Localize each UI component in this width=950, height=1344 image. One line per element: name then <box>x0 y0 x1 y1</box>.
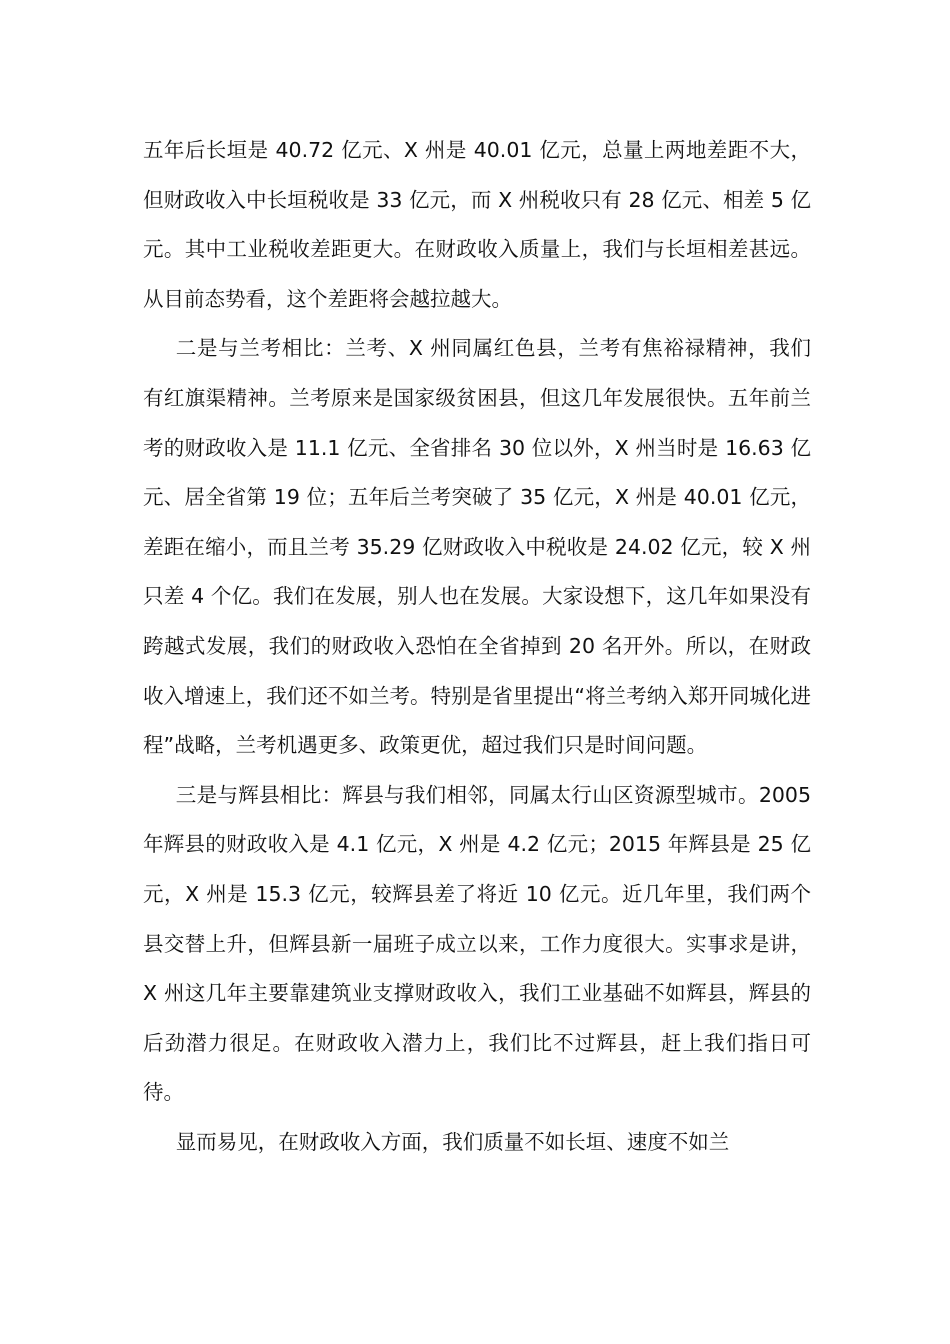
paragraph-lankao-comparison: 二是与兰考相比：兰考、X 州同属红色县，兰考有焦裕禄精神，我们有红旗渠精神。兰考原来是国家级贫困县，但这几年发展很快。五年前兰考的财政收入是 11.1 亿元、全省排名 30 位以外，X 州当时是 16.63 亿元、居全省第 19 位；五年后兰考突破了 35 亿元，X 州是 40.01 亿元，差距在缩小，而且兰考 35.29 亿财政收入中税收是 24.02 亿元，较 X 州只差 4 个亿。我们在发展，别人也在发展。大家设想下，这几年如果没有跨越式发展，我们的财政收入恐怕在全省掉到 20 名开外。所以，在财政收入增速上，我们还不如兰考。特别是省里提出“将兰考纳入郑开同城化进程”战略，兰考机遇更多、政策更优，超过我们只是时间问题。 <box>143 336 811 758</box>
paragraph-conclusion: 显而易见，在财政收入方面，我们质量不如长垣、速度不如兰 <box>175 1129 730 1154</box>
document-body <box>143 126 811 1167</box>
paragraph-changyuan-comparison: 五年后长垣是 40.72 亿元、X 州是 40.01 亿元，总量上两地差距不大，但财政收入中长垣税收是 33 亿元，而 X 州税收只有 28 亿元、相差 5 亿元。其中工业税收差距更大。在财政收入质量上，我们与长垣相差甚远。从目前态势看，这个差距将会越拉越大。 <box>143 138 811 311</box>
paragraph-huixian-comparison: 三是与辉县相比：辉县与我们相邻，同属太行山区资源型城市。2005 年辉县的财政收入是 4.1 亿元，X 州是 4.2 亿元；2015 年辉县是 25 亿元，X 州是 15.3 亿元，较辉县差了将近 10 亿元。近几年里，我们两个县交替上升，但辉县新一届班子成立以来，工作力度很大。实事求是讲，X 州这几年主要靠建筑业支撑财政收入，我们工业基础不如辉县，辉县的后劲潜力很足。在财政收入潜力上，我们比不过辉县，赶上我们指日可待。 <box>143 782 811 1105</box>
